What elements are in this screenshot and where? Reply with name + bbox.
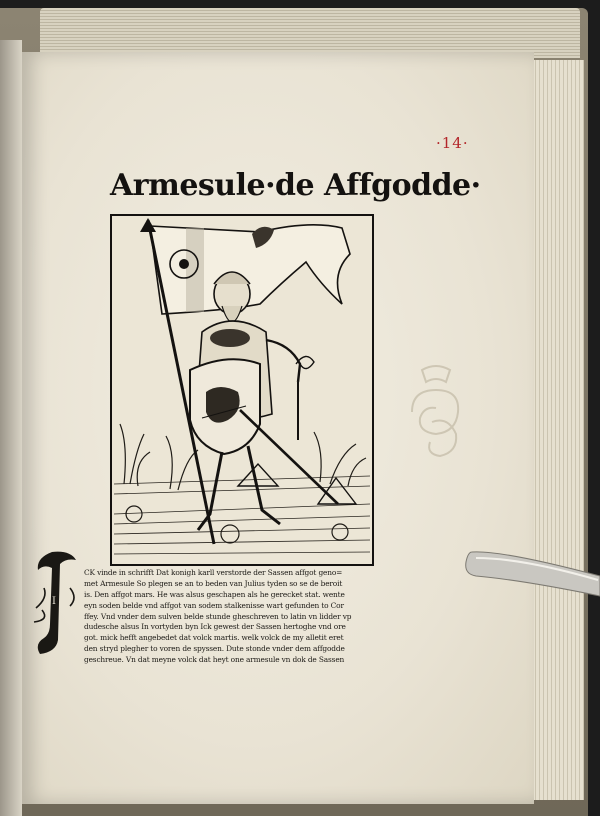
crowned-monogram-watermark-icon bbox=[392, 362, 480, 462]
text-line: eyn soden belde vnd affgot van sodem stalkenisse wart gefunden to Cor bbox=[84, 600, 344, 610]
text-line: is. Den affgot mars. He was alsus geschapen als he gerecket stat. wente bbox=[84, 589, 345, 599]
book-fore-edge bbox=[528, 60, 584, 800]
book-head-edge bbox=[40, 8, 580, 58]
initial-letter-glyph: I bbox=[52, 596, 56, 607]
body-text bbox=[84, 568, 400, 666]
page-title: Armesule·de Affgodde· bbox=[110, 168, 481, 203]
text-line: den stryd plegher to voren de spyssen. Dute stonde vnder dem affgodde bbox=[84, 644, 345, 654]
left-page-edge bbox=[0, 40, 22, 816]
text-line: ffey. Vnd vnder dem sulven belde stunde gheschreven to latin vn lidder vp bbox=[84, 611, 352, 621]
text-line: geschreue. Vn dat meyne volck dat heyt one armesule vn dok de Sassen bbox=[84, 655, 345, 665]
text-line: CK vinde in schrifft Dat konigh karll verstorde der Sassen affgot geno= bbox=[84, 568, 343, 577]
text-line: got. mick hefft angebedet dat volck martis. welk volck de my alletit eret bbox=[84, 633, 344, 643]
text-line: dudesche alsus In vortyden byn Ick gewest der Sassen hertoghe vnd ore bbox=[84, 622, 346, 632]
metal-page-pointer-icon bbox=[462, 546, 600, 598]
text-line: met Armesule So plegen se an to beden van Julius tyden so se de beroit bbox=[84, 578, 343, 588]
decorated-initial bbox=[30, 548, 82, 658]
folio-number: ·14· bbox=[436, 134, 469, 152]
woodcut-illustration bbox=[110, 214, 374, 566]
